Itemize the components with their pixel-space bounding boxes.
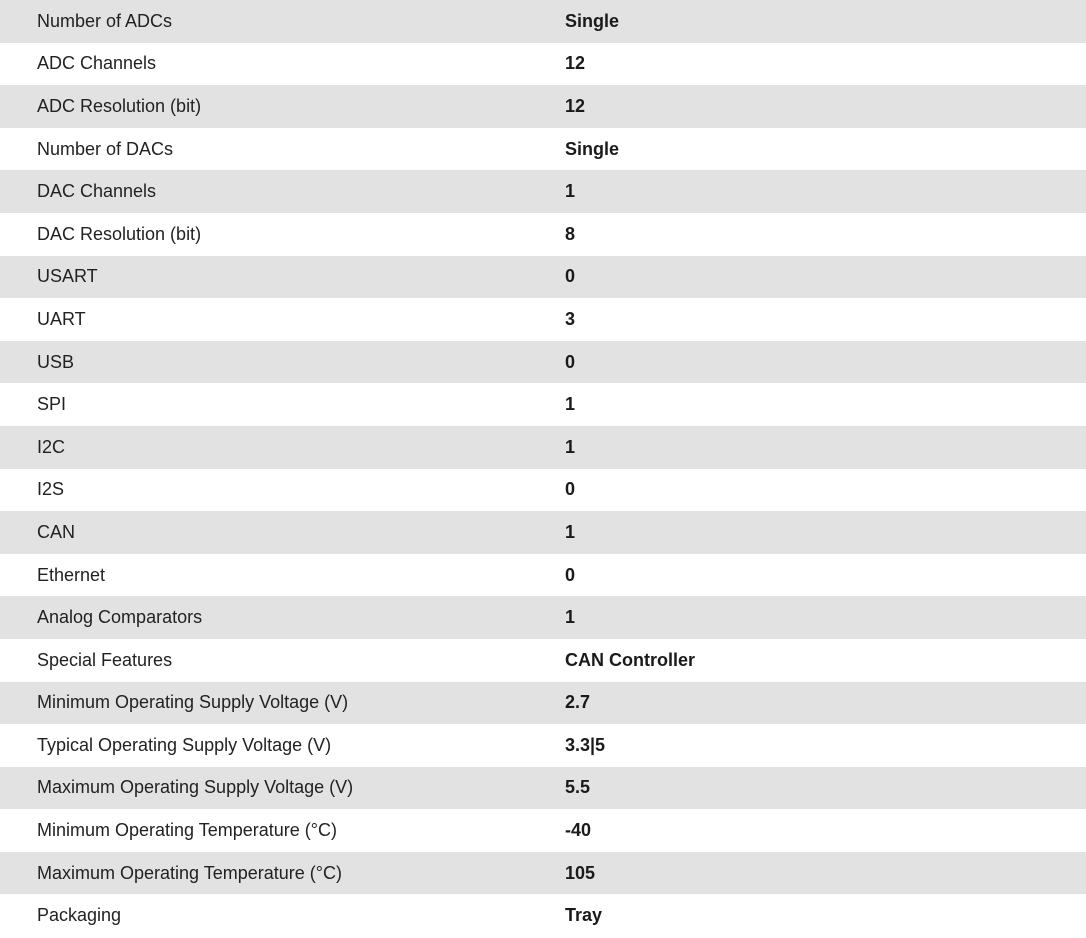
table-row: [0, 213, 1086, 256]
spec-value: 0: [565, 564, 576, 585]
spec-label: Analog Comparators: [37, 607, 203, 628]
table-row: [0, 724, 1086, 767]
spec-label: DAC Channels: [37, 181, 157, 202]
spec-label: Ethernet: [37, 564, 106, 585]
spec-value: 105: [565, 862, 596, 883]
spec-label: CAN: [37, 521, 76, 542]
spec-value: 2.7: [565, 692, 591, 713]
spec-value: 0: [565, 351, 576, 372]
spec-value: 5.5: [565, 777, 591, 798]
spec-label: Minimum Operating Supply Voltage (V): [37, 692, 349, 713]
spec-value: 1: [565, 181, 576, 202]
spec-label: ADC Resolution (bit): [37, 95, 202, 116]
spec-label: Typical Operating Supply Voltage (V): [37, 734, 332, 755]
table-row: [0, 682, 1086, 725]
spec-value: CAN Controller: [565, 649, 695, 670]
table-row: [0, 639, 1086, 682]
spec-label: Special Features: [37, 649, 173, 670]
table-row: [0, 85, 1086, 128]
spec-value: 12: [565, 95, 586, 116]
spec-label: ADC Channels: [37, 53, 157, 74]
spec-value: 3.3|5: [565, 734, 606, 755]
table-row: [0, 341, 1086, 384]
spec-value: 1: [565, 394, 576, 415]
table-row: [0, 383, 1086, 426]
table-row: [0, 298, 1086, 341]
table-row: [0, 809, 1086, 852]
table-row: [0, 894, 1086, 937]
table-row: [0, 426, 1086, 469]
table-row: [0, 256, 1086, 299]
spec-value: Tray: [565, 905, 603, 926]
spec-value: 3: [565, 308, 576, 329]
table-row: [0, 170, 1086, 213]
table-row: [0, 554, 1086, 597]
spec-value: Single: [565, 138, 620, 159]
spec-value: 1: [565, 521, 576, 542]
spec-label: USB: [37, 351, 75, 372]
spec-label: DAC Resolution (bit): [37, 223, 202, 244]
table-row: [0, 596, 1086, 639]
spec-label: Maximum Operating Supply Voltage (V): [37, 777, 354, 798]
spec-value: 1: [565, 436, 576, 457]
spec-label: Number of DACs: [37, 138, 174, 159]
table-row: [0, 128, 1086, 171]
spec-label: UART: [37, 308, 86, 329]
spec-label: Number of ADCs: [37, 10, 173, 31]
spec-value: Single: [565, 10, 620, 31]
spec-value: -40: [565, 820, 592, 841]
spec-label: Packaging: [37, 905, 122, 926]
table-row: [0, 0, 1086, 43]
table-row: [0, 852, 1086, 895]
table-row: [0, 767, 1086, 810]
spec-label: SPI: [37, 394, 67, 415]
spec-label: Maximum Operating Temperature (°C): [37, 862, 342, 883]
table-row: [0, 469, 1086, 512]
spec-label: Minimum Operating Temperature (°C): [37, 820, 337, 841]
table-row: [0, 43, 1086, 86]
spec-value: 12: [565, 53, 586, 74]
spec-value: 8: [565, 223, 576, 244]
table-row: [0, 511, 1086, 554]
spec-label: USART: [37, 266, 98, 287]
spec-value: 0: [565, 266, 576, 287]
spec-label: I2S: [37, 479, 65, 500]
spec-label: I2C: [37, 436, 66, 457]
spec-value: 0: [565, 479, 576, 500]
spec-value: 1: [565, 607, 576, 628]
